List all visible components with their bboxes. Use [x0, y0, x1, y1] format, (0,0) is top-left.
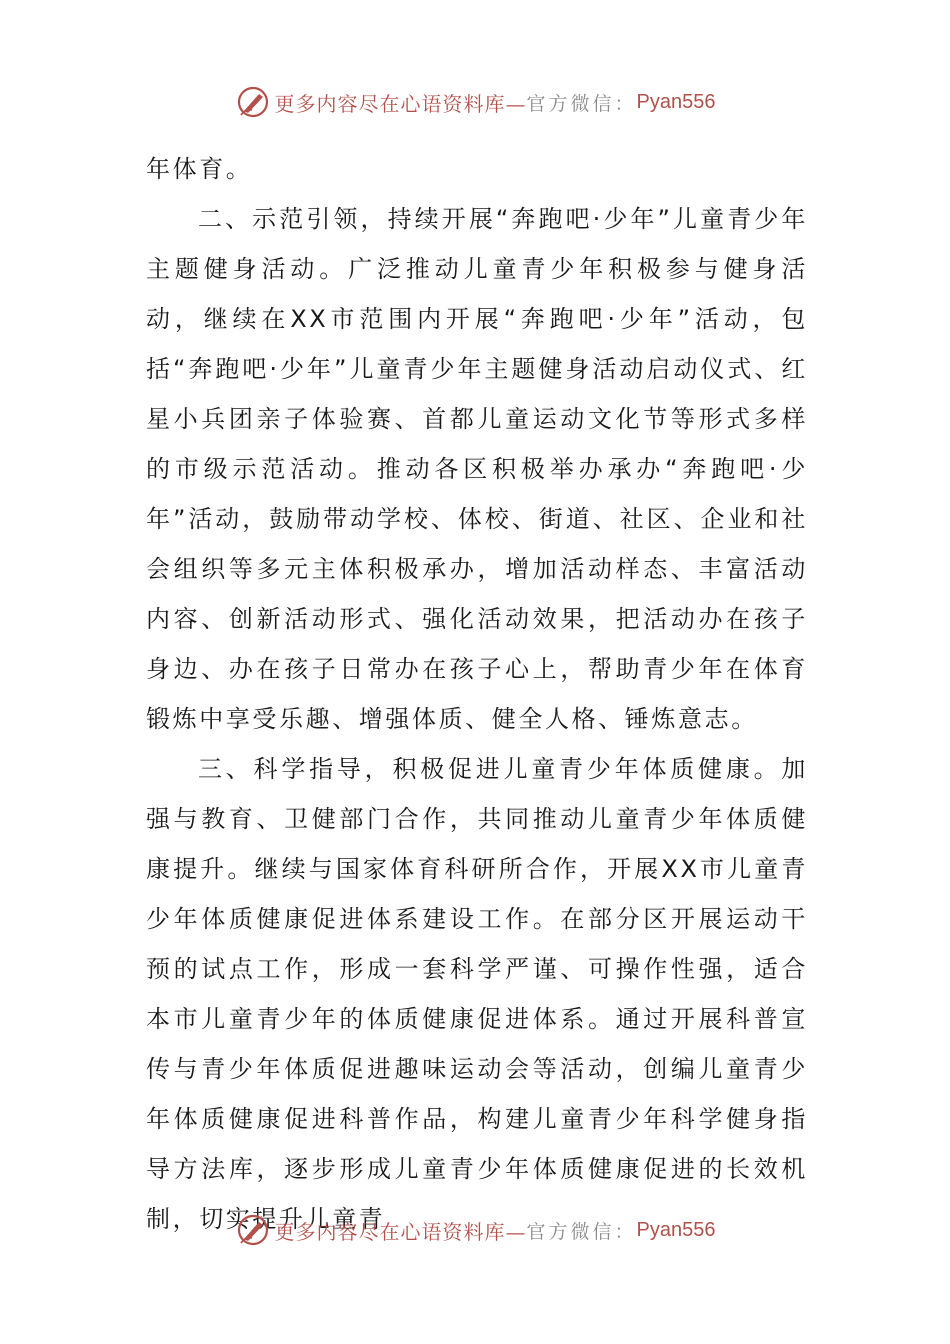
paragraph-section-two: 二、示范引领，持续开展“奔跑吧·少年”儿童青少年主题健身活动。广泛推动儿童青少年积极参与健身活动，继续在XX市范围内开展“奔跑吧·少年”活动，包括“奔跑吧·少年”儿童青少年主题健身活动启动仪式、红星小兵团亲子体验赛、首都儿童运动文化节等形式多样的市级示范活动。推动各区积极举办承办“奔跑吧·少年”活动，鼓励带动学校、体校、街道、社区、企业和社会组织等多元主体积极承办，增加活动样态、丰富活动内容、创新活动形式、强化活动效果，把活动办在孩子身边、办在孩子日常办在孩子心上，帮助青少年在体育锻炼中享受乐趣、增强体质、健全人格、锤炼意志。 [146, 205, 808, 733]
watermark-wechat-id: Pyan556 [636, 1218, 716, 1241]
paragraph-section-three: 三、科学指导，积极促进儿童青少年体质健康。加强与教育、卫健部门合作，共同推动儿童青少年体质健康提升。继续与国家体育科研所合作，开展XX市儿童青少年体质健康促进体系建设工作。在部分区开展运动干预的试点工作，形成一套科学严谨、可操作性强，适合本市儿童青少年的体质健康促进体系。通过开展科普宣传与青少年体质促进趣味运动会等活动，创编儿童青少年体质健康促进科普作品，构建儿童青少年科学健身指导方法库，逐步形成儿童青少年体质健康促进的长效机制，切实提升儿童青 [146, 755, 808, 1233]
watermark-wechat-id: Pyan556 [636, 90, 716, 113]
lead-line: 年体育。 [146, 155, 253, 183]
watermark-banner-bottom [0, 1210, 950, 1250]
watermark-text: 更多内容尽在心语资料库— [274, 1219, 527, 1244]
watermark-text: 更多内容尽在心语资料库— [274, 91, 527, 116]
pen-logo-icon [235, 84, 271, 120]
watermark-wechat-label: 官方微信： [526, 1220, 637, 1243]
document-body [146, 144, 808, 1244]
pen-logo-icon [235, 1212, 271, 1248]
watermark-wechat-label: 官方微信： [526, 92, 637, 115]
watermark-banner-top [0, 82, 950, 122]
